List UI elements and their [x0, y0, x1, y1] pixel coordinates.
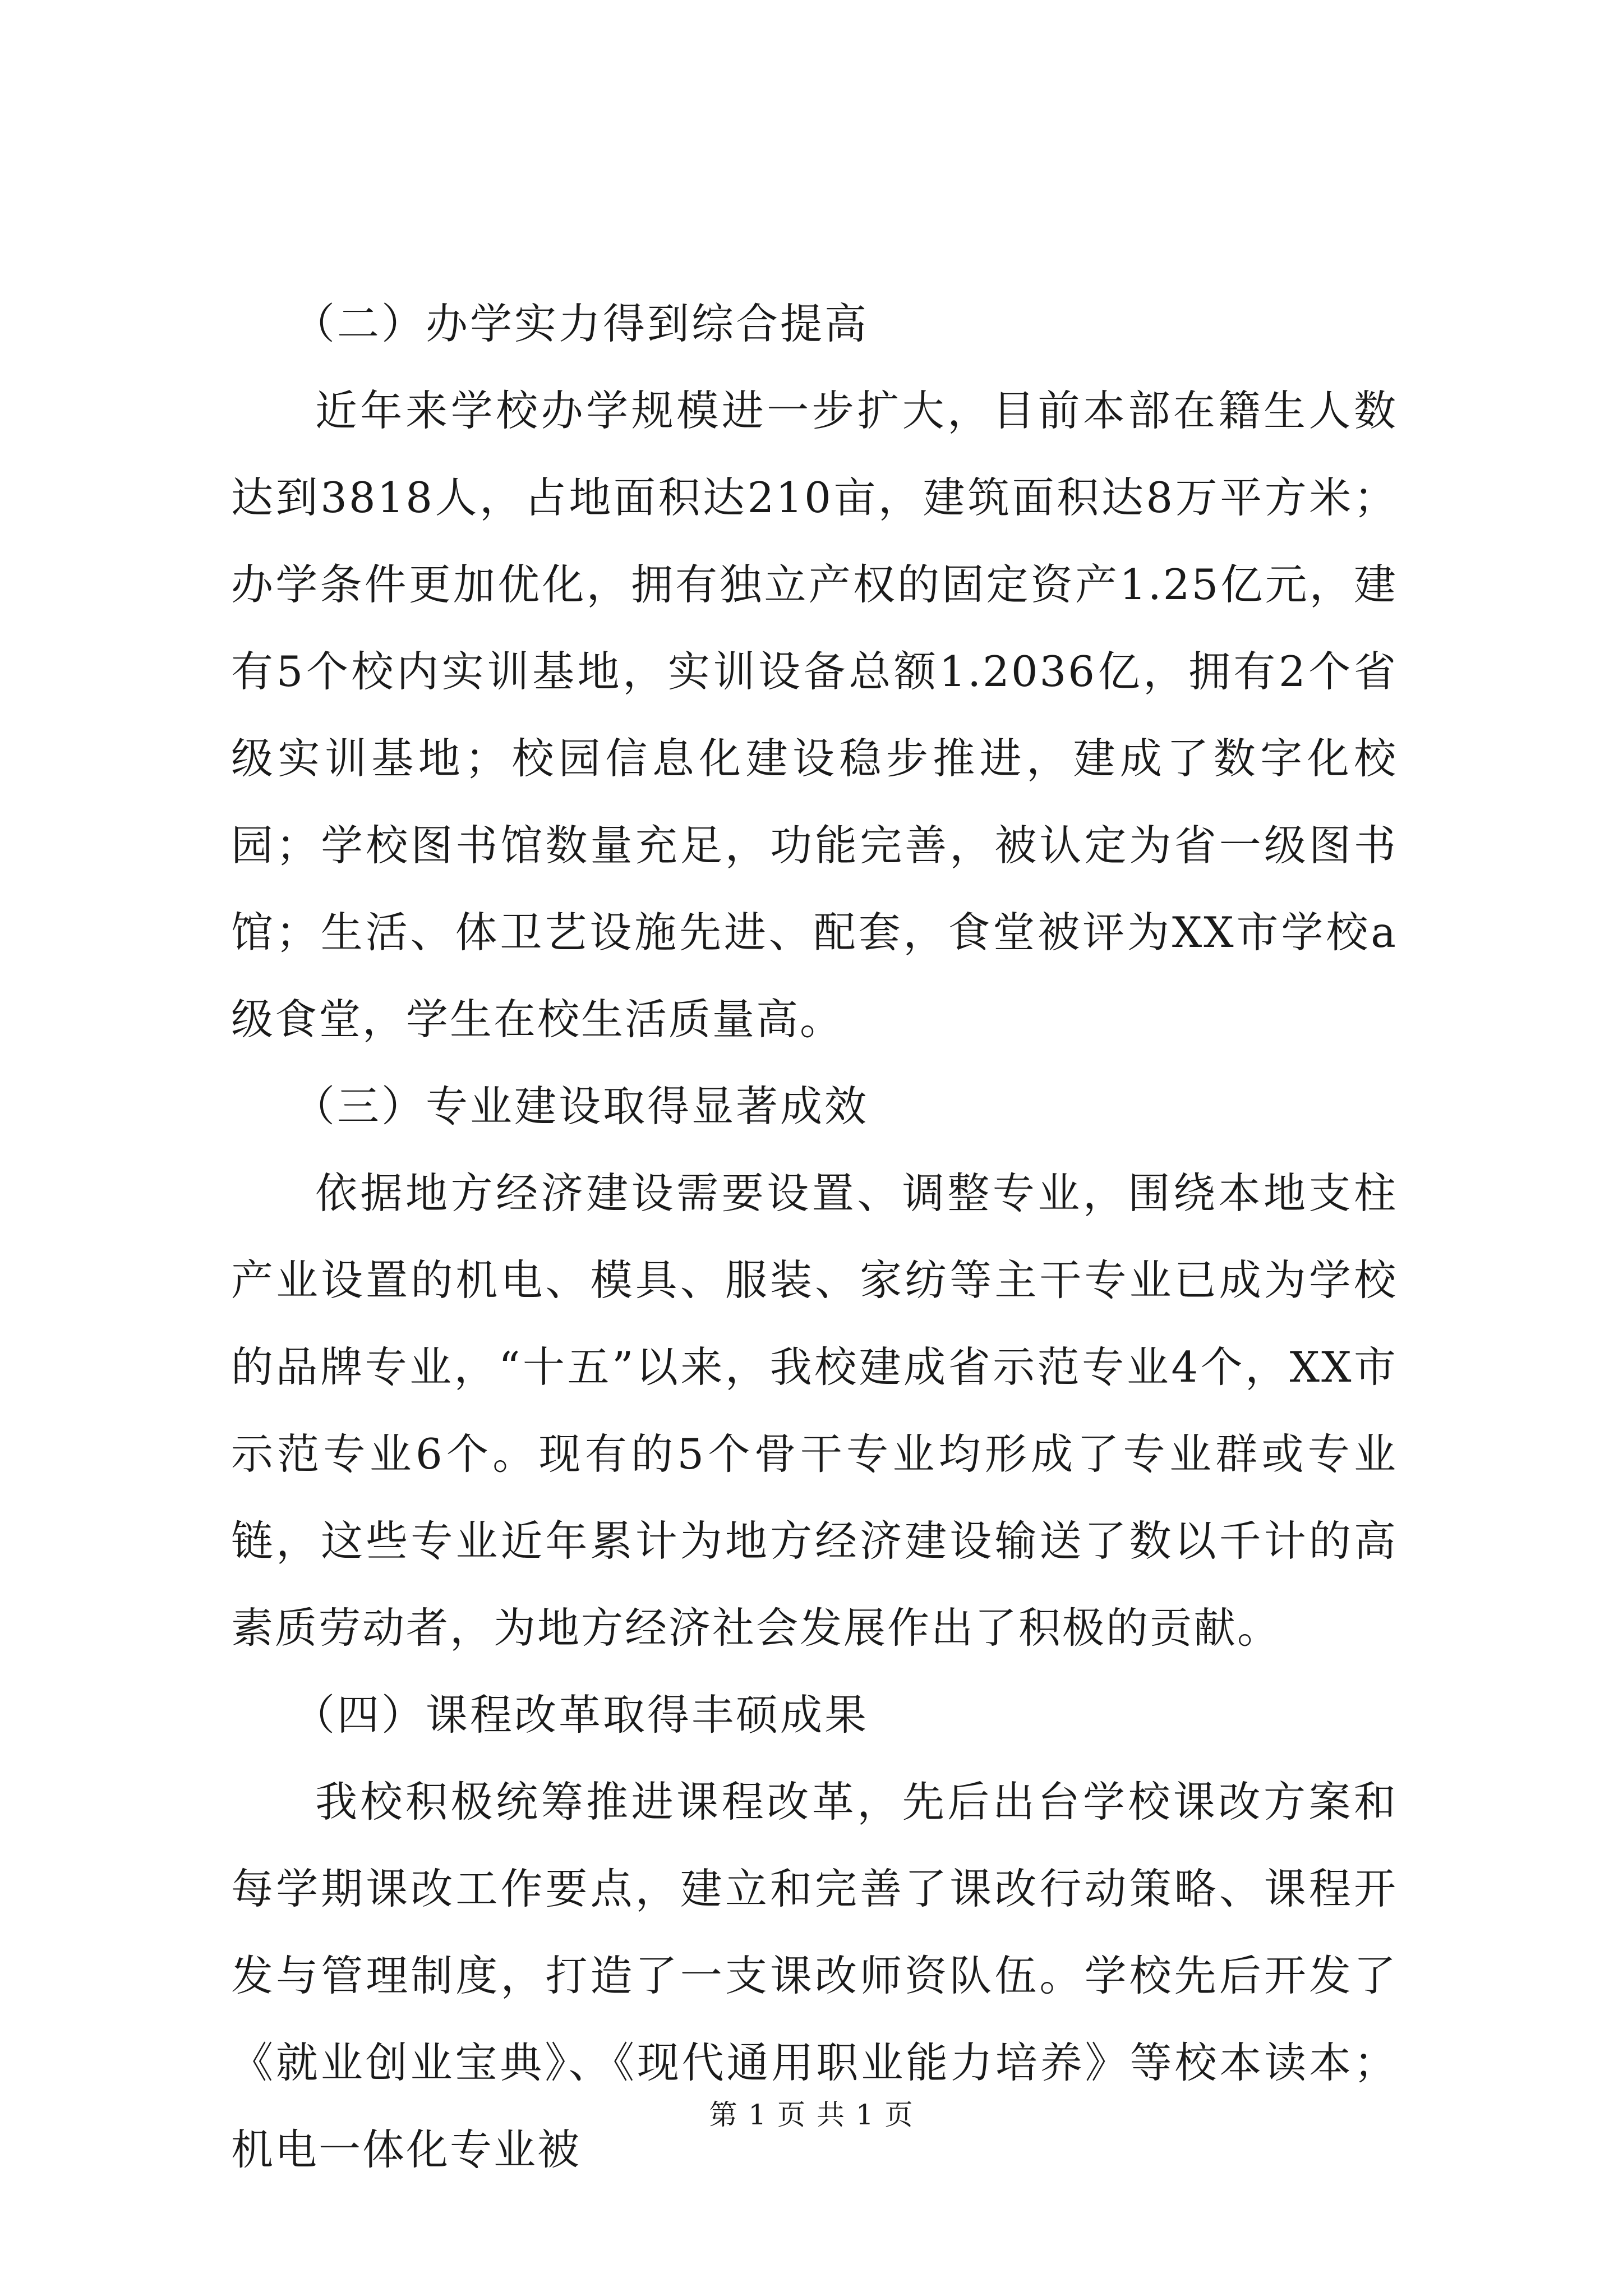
section-paragraph-3: 依据地方经济建设需要设置、调整专业，围绕本地支柱产业设置的机电、模具、服装、家纺等主干专业已成为学校的品牌专业，“十五”以来，我校建成省示范专业4个，XX市示范专业6个。现有的5个骨干专业均形成了专业群或专业链，这些专业近年累计为地方经济建设输送了数以千计的高素质劳动者，为地方经济社会发展作出了积极的贡献。: [231, 1168, 1398, 1653]
section-heading-2: （二）办学实力得到综合提高: [293, 299, 869, 348]
document-body: [231, 280, 1398, 2193]
section-paragraph-2: 近年来学校办学规模进一步扩大，目前本部在籍生人数达到3818人，占地面积达210亩，建筑面积达8万平方米；办学条件更加优化，拥有独立产权的固定资产1.25亿元，建有5个校内实训基地，实训设备总额1.2036亿，拥有2个省级实训基地；校园信息化建设稳步推进，建成了数字化校园；学校图书馆数量充足，功能完善，被认定为省一级图书馆；生活、体卫艺设施先进、配套，食堂被评为XX市学校a级食堂，学生在校生活质量高。: [231, 386, 1398, 1044]
section-heading-4: （四）课程改革取得丰硕成果: [293, 1690, 869, 1740]
section-heading-3: （三）专业建设取得显著成效: [293, 1082, 869, 1131]
section-paragraph-4: 我校积极统筹推进课程改革，先后出台学校课改方案和每学期课改工作要点，建立和完善了课改行动策略、课程开发与管理制度，打造了一支课改师资队伍。学校先后开发了《就业创业宝典》、《现代通用职业能力培养》等校本读本；机电一体化专业被: [231, 1777, 1398, 2174]
page-footer: 第 1 页 共 1 页: [709, 2099, 914, 2131]
